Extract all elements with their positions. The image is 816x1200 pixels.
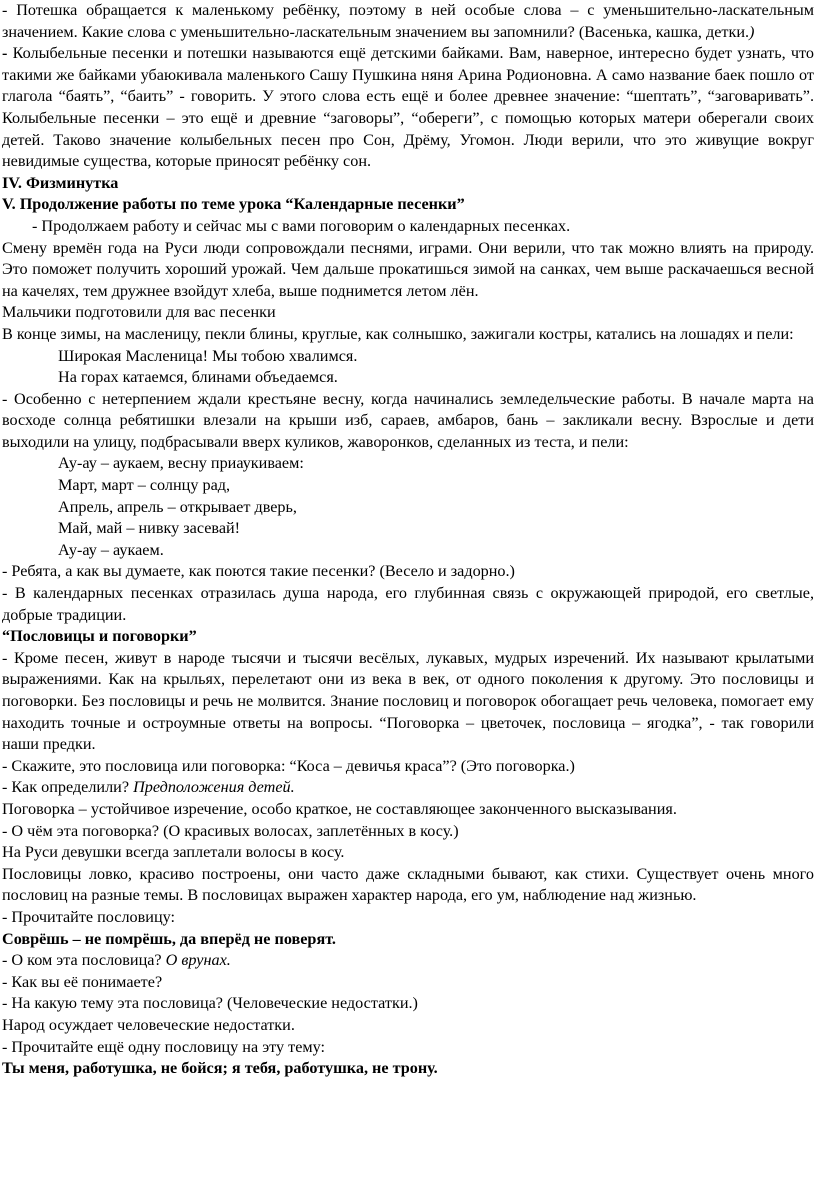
paragraph-lullabies xyxy=(2,43,814,173)
italic-answer: О врунах. xyxy=(165,951,231,970)
verse-line: Ау-ау – аукаем. xyxy=(58,540,164,559)
paragraph-read-proverb: - Прочитайте пословицу: xyxy=(2,907,175,926)
verse-line: Апрель, апрель – открывает дверь, xyxy=(58,497,297,516)
paragraph-seasons: Смену времён года на Руси люди сопровождали песнями, играми. Они верили, что так можно влиять на природу. Это поможет получить хороший урожай. Чем дальше прокатишься зимой на санках, чем выше раскачаешься весной на качелях, тем дружнее взойдут хлеба, выше поднимется летом лён. xyxy=(2,238,814,300)
paragraph-boys-songs: Мальчики подготовили для вас песенки xyxy=(2,303,276,322)
paragraph-about-saying: - О чём эта поговорка? (О красивых волосах, заплетённых в косу.) xyxy=(2,821,459,840)
proverb-bold: Ты меня, работушка, не бойся; я тебя, работушка, не трону. xyxy=(2,1059,438,1078)
paragraph-text: - О ком эта пословица? xyxy=(2,951,166,970)
dash-mark: - xyxy=(2,44,8,63)
section-heading-calendar-songs: V. Продолжение работы по теме урока “Календарные песенки” xyxy=(2,195,465,214)
paragraph-braids: На Руси девушки всегда заплетали волосы в косу. xyxy=(2,843,345,862)
paragraph-text: Колыбельные песенки и потешки называются ещё детскими байками. Вам, наверное, интересно будет узнать, что такими же байками убаюкивала маленького Сашу Пушкина няня Арина Родионовна. А само название баек пошло от глагола “баять”, “баить” - говорить. У этого слова есть ещё и более древнее значение: “шептать”, “заговаривать”. Колыбельные песенки – это ещё и древние “заговоры”, “обереги”, с помощью которых матери оберегали своих детей. Таково значение колыбельных песен про Сон, Дрёму, Угомон. Люди верили, что это живущие вокруг невидимые существа, которые приносят ребёнку сон. xyxy=(2,44,814,171)
paragraph-about-whom xyxy=(2,950,814,972)
verse-line: Май, май – нивку засевай! xyxy=(58,519,241,538)
paragraph-how-defined xyxy=(2,777,814,799)
answer-close: ) xyxy=(749,22,755,41)
paragraph-topic: - На какую тему эта пословица? (Человеческие недостатки.) xyxy=(2,994,418,1013)
paragraph-definition: Поговорка – устойчивое изречение, особо краткое, не составляющее законченного высказывания. xyxy=(2,799,677,818)
paragraph-spring: - Особенно с нетерпением ждали крестьяне весну, когда начинались земледельческие работы. В начале марта на восходе солнца ребятишки влезали на крыши изб, сараев, амбаров, бань – закликали весну. Взрослые и дети выходили на улицу, подбрасывали вверх куликов, жаворонков, сделанных из теста, и пели: xyxy=(2,389,814,451)
paragraph-soul-of-people: - В календарных песенках отразилась душа народа, его глубинная связь с окружающей природой, его светлые, добрые традиции. xyxy=(2,584,814,624)
paragraph-question-kosa: - Скажите, это пословица или поговорка: “Коса – девичья краса”? (Это поговорка.) xyxy=(2,756,575,775)
paragraph-condemns: Народ осуждает человеческие недостатки. xyxy=(2,1015,295,1034)
answer-text: (Васенька, кашка, детки. xyxy=(578,22,750,41)
paragraph-proverbs-intro: - Кроме песен, живут в народе тысячи и тысячи весёлых, лукавых, мудрых изречений. Их называют крылатыми выражениями. Как на крыльях, перелетают они из века в век, от одного поколения к другому. Это пословицы и поговорки. Без пословицы и речь не молвится. Знание пословиц и поговорок обогащает речь человека, помогает ему находить точные и остроумные ответы на вопросы. “Поговорка – цветочек, пословица – ягодка”, - так говорили наши предки. xyxy=(2,648,814,754)
paragraph-continue-work: - Продолжаем работу и сейчас мы с вами поговорим о календарных песенках. xyxy=(32,216,571,235)
paragraph-text: - Как определили? xyxy=(2,778,134,797)
paragraph-diminutive xyxy=(2,0,814,43)
section-heading-fizminutka: IV. Физминутка xyxy=(2,173,119,192)
italic-answer: Предположения детей. xyxy=(133,778,295,797)
paragraph-text: - Потешка обращается к маленькому ребёнку, поэтому в ней особые слова – с уменьшительно-ласкательным значением. Какие слова с уменьшительно-ласкательным значением вы запомнили? xyxy=(2,1,814,41)
section-heading-proverbs: “Пословицы и поговорки” xyxy=(2,627,197,646)
paragraph-proverbs-built: Пословицы ловко, красиво построены, они часто даже складными бывают, как стихи. Существует очень много пословиц на разные темы. В пословицах выражен характер народа, его ум, наблюдение над жизнью. xyxy=(2,864,814,905)
paragraph-read-another: - Прочитайте ещё одну пословицу на эту тему: xyxy=(2,1037,326,1056)
paragraph-understand: - Как вы её понимаете? xyxy=(2,972,163,991)
proverb-bold: Соврёшь – не помрёшь, да вперёд не поверят. xyxy=(2,929,336,948)
verse-line: На горах катаемся, блинами объедаемся. xyxy=(58,368,338,387)
verse-line: Широкая Масленица! Мы тобою хвалимся. xyxy=(58,346,358,365)
paragraph-maslenitsa: В конце зимы, на масленицу, пекли блины, круглые, как солнышко, зажигали костры, катались на лошадях и пели: xyxy=(2,324,794,343)
paragraph-how-sung: - Ребята, а как вы думаете, как поются такие песенки? (Весело и задорно.) xyxy=(2,562,515,581)
verse-line: Ау-ау – аукаем, весну приаукиваем: xyxy=(58,454,304,473)
verse-line: Март, март – солнцу рад, xyxy=(58,476,231,495)
